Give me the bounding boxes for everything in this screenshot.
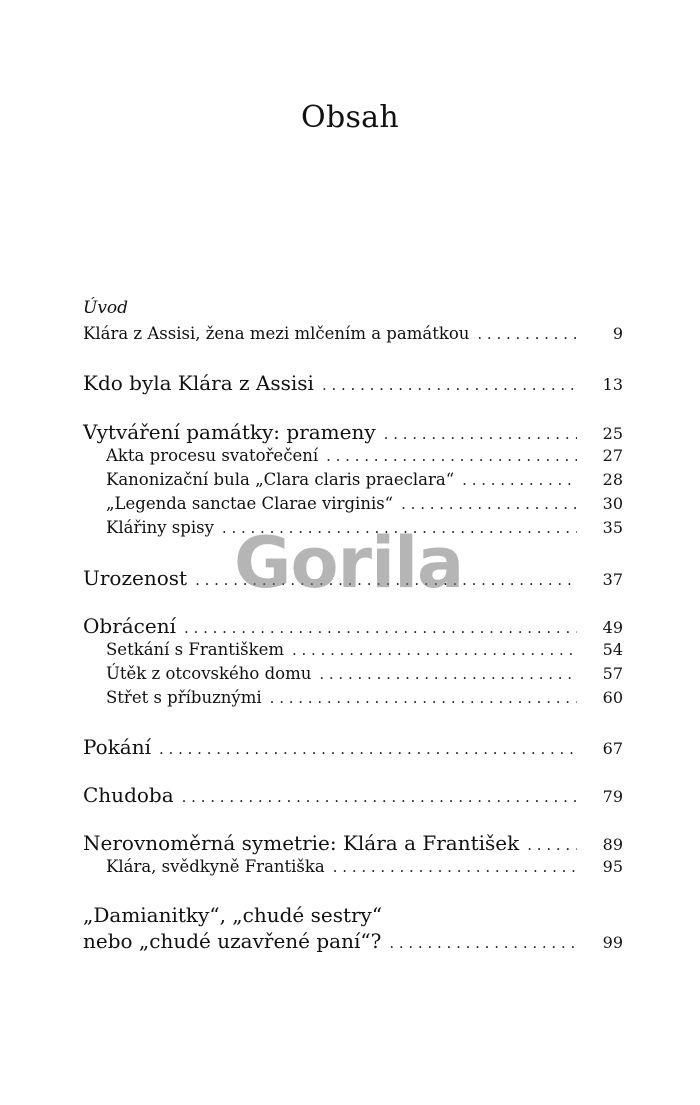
toc-entry-label: Kanonizační bula „Clara claris praeclara“	[106, 470, 455, 489]
toc-entry-label: nebo „chudé uzavřené paní“?	[83, 929, 382, 953]
toc-entry[interactable]	[83, 783, 623, 813]
toc-entry-page: 54	[602, 640, 623, 659]
toc-entry-label: Urozenost	[83, 566, 188, 590]
toc-subentry[interactable]	[106, 664, 623, 688]
dot-leader	[401, 495, 577, 513]
toc-entry[interactable]	[83, 735, 623, 765]
toc-entry-label: Chudoba	[83, 783, 174, 807]
dot-leader	[322, 376, 577, 394]
dot-leader	[292, 641, 577, 659]
toc-entry-label: Obrácení	[83, 614, 176, 638]
toc-entry-page: 13	[602, 375, 623, 394]
toc-entry-label: Kdo byla Klára z Assisi	[83, 371, 314, 395]
toc-intro-label: Úvod	[83, 298, 129, 318]
toc-subentry[interactable]	[106, 688, 623, 712]
toc-subentry[interactable]	[106, 857, 623, 881]
toc-entry-page: 79	[602, 787, 623, 806]
toc-entry-label: Útěk z otcovského domu	[106, 664, 312, 683]
dot-leader	[477, 325, 577, 343]
dot-leader	[319, 665, 577, 683]
toc-entry-label: Pokání	[83, 735, 152, 759]
dot-leader	[333, 858, 577, 876]
dot-leader	[389, 934, 577, 952]
toc-entry-page: 28	[602, 470, 623, 489]
toc-entry-page: 9	[612, 324, 623, 343]
toc-entry-page: 99	[602, 933, 623, 952]
toc-entry-page: 60	[602, 688, 623, 707]
dot-leader	[270, 689, 577, 707]
dot-leader	[527, 836, 577, 854]
dot-leader	[326, 447, 577, 465]
toc-entry-label: Klářiny spisy	[106, 518, 214, 537]
dot-leader	[184, 619, 577, 637]
toc-entry[interactable]	[83, 324, 623, 348]
toc-entry-label: „Legenda sanctae Clarae virginis“	[106, 494, 394, 513]
toc-subentry[interactable]	[106, 494, 623, 518]
toc-entry-page: 89	[602, 835, 623, 854]
toc-entry-label: Nerovnoměrná symetrie: Klára a František	[83, 831, 520, 855]
toc-entry-page: 95	[602, 857, 623, 876]
toc-entry-page: 57	[602, 664, 623, 683]
toc-entry-label: Akta procesu svatořečení	[106, 446, 319, 465]
toc-entry-page: 27	[602, 446, 623, 465]
toc-entry-label: Klára, svědkyně Františka	[106, 857, 325, 876]
toc-entry-page: 25	[602, 424, 623, 443]
dot-leader	[384, 425, 577, 443]
toc-subentry[interactable]	[106, 470, 623, 494]
dot-leader	[182, 788, 577, 806]
toc-subentry[interactable]	[106, 640, 623, 664]
toc-entry-line1: „Damianitky“, „chudé sestry“	[83, 903, 383, 927]
toc-entry-label: Vytváření památky: prameny	[83, 420, 376, 444]
toc-entry-page: 35	[602, 518, 623, 537]
toc-subentry[interactable]	[106, 446, 623, 470]
toc-entry[interactable]	[83, 371, 623, 401]
toc-entry-page: 37	[602, 570, 623, 589]
watermark-logo: Gorila	[234, 522, 464, 604]
dot-leader	[462, 471, 577, 489]
dot-leader	[159, 740, 577, 758]
page-title: Obsah	[301, 100, 399, 135]
toc-entry-page: 30	[602, 494, 623, 513]
toc-entry-page: 49	[602, 618, 623, 637]
toc-entry-page: 67	[602, 739, 623, 758]
toc-entry[interactable]	[83, 929, 623, 959]
toc-entry-label: Střet s příbuznými	[106, 688, 262, 707]
toc-entry-label: Klára z Assisi, žena mezi mlčením a památkou	[83, 324, 470, 343]
toc-entry-label: Setkání s Františkem	[106, 640, 284, 659]
